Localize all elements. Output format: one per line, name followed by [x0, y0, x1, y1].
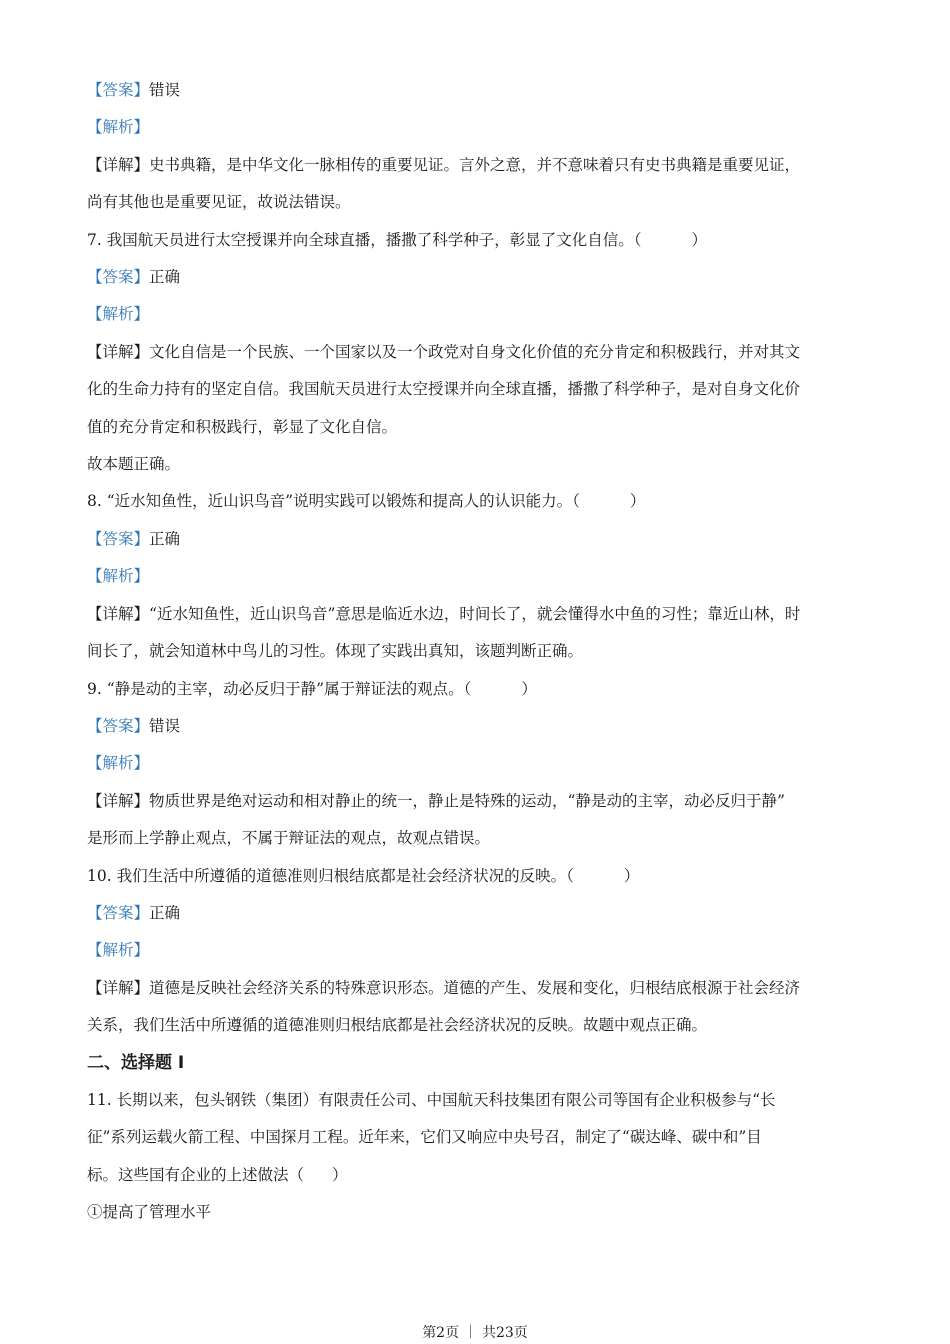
section-title: 二、选择题 I: [87, 1052, 185, 1073]
detail-line: [87, 970, 877, 1007]
detail-text: 故本题正确。: [87, 455, 181, 474]
answer-value: 正确: [149, 529, 181, 548]
answer-tag: 【答案】: [87, 529, 150, 548]
analysis-line: [87, 558, 877, 595]
answer-value: 正确: [149, 903, 181, 922]
document-page: [87, 72, 877, 1232]
question-text: 8. “近水知鱼性，近山识鸟音”说明实践可以锻炼和提高人的认识能力。（: [87, 492, 580, 511]
detail-text: 道德是反映社会经济关系的特殊意识形态。道德的产生、发展和变化，归根结底根源于社会经济: [149, 978, 801, 997]
analysis-tag: 【解析】: [87, 754, 150, 773]
answer-value: 错误: [149, 716, 181, 735]
question-text: 9. “静是动的主宰，动必反归于静”属于辩证法的观点。（: [87, 679, 472, 698]
analysis-tag: 【解析】: [87, 305, 150, 324]
detail-tag: 【详解】: [87, 978, 150, 997]
question-text: 征”系列运载火箭工程、中国探月工程。近年来，它们又响应中央号召，制定了“碳达峰、碳中和”目: [87, 1128, 762, 1147]
analysis-tag: 【解析】: [87, 941, 150, 960]
detail-text: 物质世界是绝对运动和相对静止的统一，静止是特殊的运动，“静是动的主宰，动必反归于静”: [149, 791, 785, 810]
detail-text: 史书典籍，是中华文化一脉相传的重要见证。言外之意，并不意味着只有史书典籍是重要见证，: [149, 155, 801, 174]
answer-line: [87, 259, 877, 296]
answer-value: 错误: [149, 81, 181, 99]
detail-text: 文化自信是一个民族、一个国家以及一个政党对自身文化价值的充分肯定和积极践行，并对其文: [149, 342, 801, 361]
question-paren: ）: [629, 492, 646, 511]
question-9: [87, 671, 877, 708]
answer-line: [87, 708, 877, 745]
detail-text: “近水知鱼性，近山识鸟音”意思是临近水边，时间长了，就会懂得水中鱼的习性；靠近山林，时: [149, 604, 801, 623]
question-text: 10. 我们生活中所遵循的道德准则归根结底都是社会经济状况的反映。（: [87, 866, 574, 885]
analysis-line: [87, 932, 877, 969]
question-paren: ）: [691, 230, 707, 249]
question-11: 11. 长期以来，包头钢铁（集团）有限责任公司、中国航天科技集团有限公司等国有企业积极参与“长: [87, 1090, 776, 1109]
answer-tag: 【答案】: [87, 716, 150, 735]
analysis-line: [87, 109, 877, 146]
detail-text: 关系，我们生活中所遵循的道德准则归根结底都是社会经济状况的反映。故题中观点正确。: [87, 1016, 708, 1035]
question-text: 7. 我国航天员进行太空授课并向全球直播，播撒了科学种子，彰显了文化自信。（: [87, 230, 642, 249]
analysis-line: [87, 745, 877, 782]
answer-line: [87, 72, 877, 109]
detail-line: [87, 596, 877, 633]
question-text-end: [87, 1157, 877, 1194]
question-paren: ）: [332, 1165, 348, 1184]
answer-tag: 【答案】: [87, 268, 150, 287]
detail-text: 间长了，就会知道林中鸟儿的习性。体现了实践出真知，该题判断正确。: [87, 642, 584, 661]
detail-line: [87, 334, 877, 371]
question-8: [87, 483, 877, 520]
question-paren: ）: [521, 679, 537, 698]
analysis-tag: 【解析】: [87, 567, 150, 586]
answer-value: 正确: [149, 268, 181, 287]
detail-line: [87, 147, 877, 184]
answer-line: [87, 895, 877, 932]
question-text: 标。这些国有企业的上述做法（: [87, 1165, 305, 1184]
question-paren: ）: [623, 866, 640, 885]
detail-text: 值的充分肯定和积极践行，彰显了文化自信。: [87, 417, 398, 436]
detail-text: 化的生命力持有的坚定自信。我国航天员进行太空授课并向全球直播，播撒了科学种子，是对自身文化价: [87, 380, 801, 399]
answer-tag: 【答案】: [87, 903, 150, 922]
detail-tag: 【详解】: [87, 342, 150, 361]
analysis-line: [87, 296, 877, 333]
question-7: [87, 222, 877, 259]
detail-tag: 【详解】: [87, 791, 150, 810]
answer-line: [87, 521, 877, 558]
detail-line: [87, 783, 877, 820]
answer-tag: 【答案】: [87, 81, 150, 99]
question-10: [87, 858, 877, 895]
detail-tag: 【详解】: [87, 155, 150, 174]
detail-text: 尚有其他也是重要见证，故说法错误。: [87, 193, 351, 212]
page-footer: 第2页 ｜ 共23页: [422, 1325, 528, 1341]
analysis-tag: 【解析】: [87, 118, 150, 137]
option-1: ①提高了管理水平: [87, 1203, 212, 1222]
detail-tag: 【详解】: [87, 604, 150, 623]
detail-text: 是形而上学静止观点，不属于辩证法的观点，故观点错误。: [87, 829, 491, 848]
